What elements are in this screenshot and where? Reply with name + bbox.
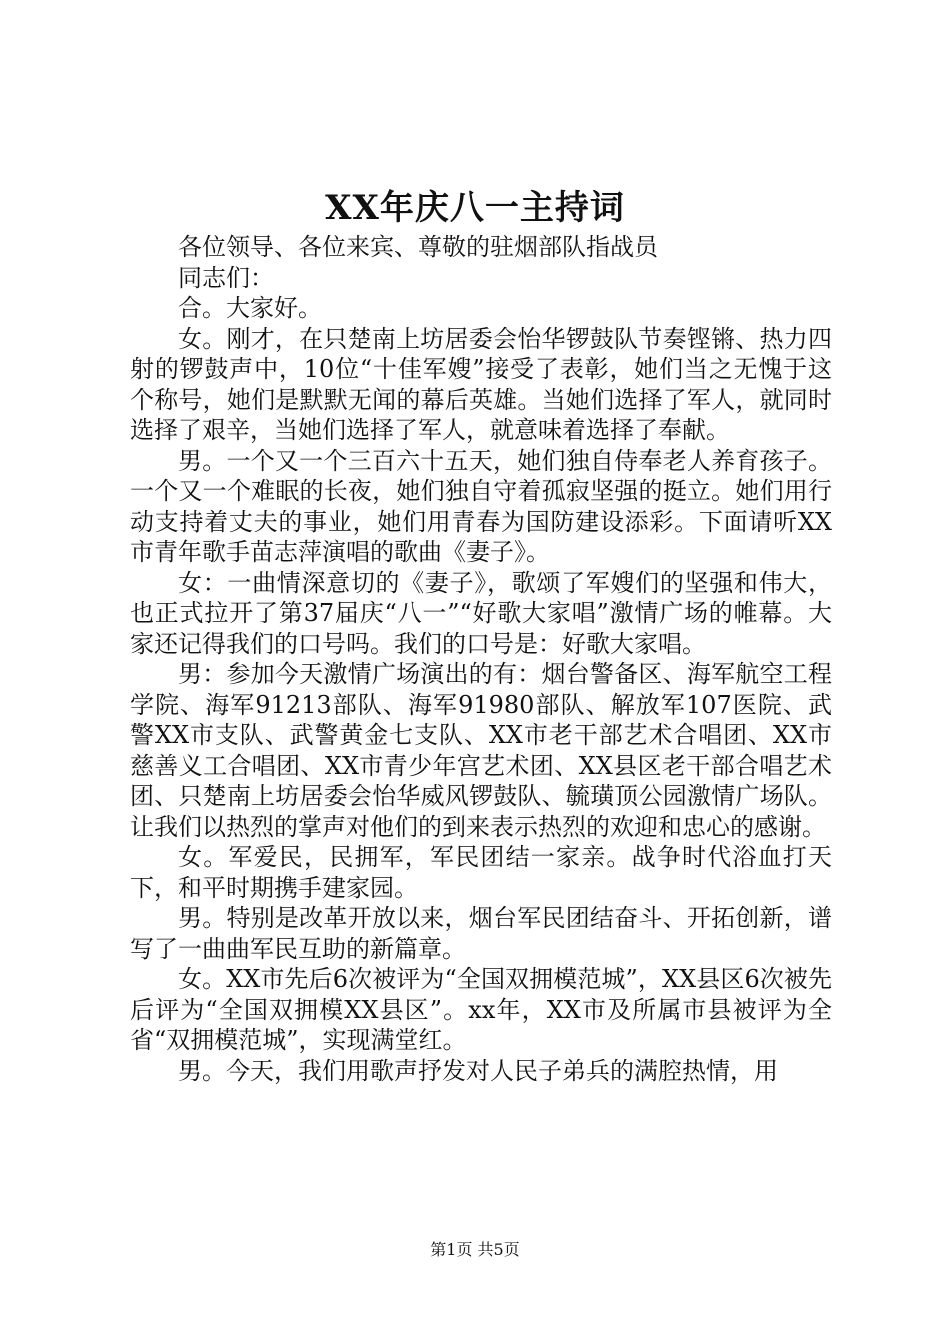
body-paragraph: 同志们： [178, 263, 274, 292]
body-paragraph: 女。XX市先后6次被评为“全国双拥模范城”，XX县区6次被先后评为“全国双拥模XX县区”。xx年，XX市及所属市县被评为全省“双拥模范城”，实现满堂红。 [130, 965, 832, 1054]
body-paragraph: 男。特别是改革开放以来，烟台军民团结奋斗、开拓创新，谱写了一曲曲军民互助的新篇章。 [130, 904, 832, 963]
body-paragraph: 合。大家好。 [178, 294, 322, 322]
body-paragraph: 女：一曲情深意切的《妻子》，歌颂了军嫂们的坚强和伟大，也正式拉开了第37届庆“八一”“好歌大家唱”激情广场的帷幕。大家还记得我们的口号吗。我们的口号是：好歌大家唱。 [130, 568, 832, 658]
body-paragraph: 男。一个又一个三百六十五天，她们独自侍奉老人养育孩子。一个又一个难眠的长夜，她们独自守着孤寂坚强的挺立。她们用行动支持着丈夫的事业，她们用青春为国防建设添彩。下面请听XX市青年歌手苗志萍演唱的歌曲《妻子》。 [130, 446, 832, 566]
page-footer: 第1页 共5页 [430, 1240, 520, 1259]
body-paragraph: 各位领导、各位来宾、尊敬的驻烟部队指战员 [178, 233, 658, 261]
document-body [130, 232, 832, 1086]
body-paragraph: 男：参加今天激情广场演出的有：烟台警备区、海军航空工程学院、海军91213部队、海军91980部队、解放军107医院、武警XX市支队、武警黄金七支队、XX市老干部艺术合唱团、XX市慈善义工合唱团、XX市青少年宫艺术团、XX县区老干部合唱艺术团、只楚南上坊居委会怡华威风锣鼓队、毓璜顶公园激情广场队。让我们以热烈的掌声对他们的到来表示热烈的欢迎和忠心的感谢。 [130, 660, 832, 841]
body-paragraph: 女。刚才，在只楚南上坊居委会怡华锣鼓队节奏铿锵、热力四射的锣鼓声中，10位“十佳军嫂”接受了表彰，她们当之无愧于这个称号，她们是默默无闻的幕后英雄。当她们选择了军人，就同时选择了艰辛，当她们选择了军人，就意味着选择了奉献。 [130, 324, 832, 444]
document-title: XX年庆八一主持词 [325, 188, 625, 228]
body-paragraph: 女。军爱民，民拥军，军民团结一家亲。战争时代浴血打天下，和平时期携手建家园。 [130, 843, 832, 902]
body-paragraph: 男。今天，我们用歌声抒发对人民子弟兵的满腔热情，用 [178, 1056, 778, 1085]
